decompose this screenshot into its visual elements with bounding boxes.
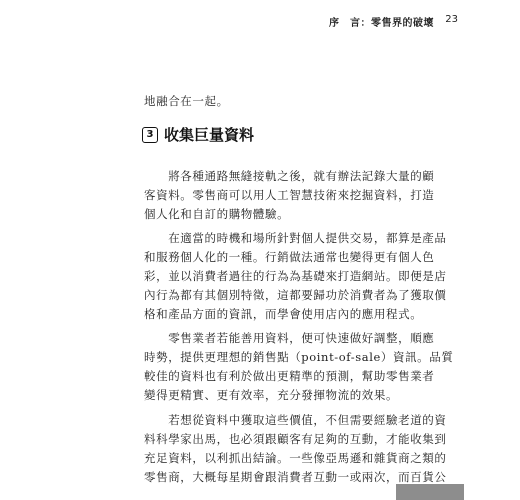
section-title: 收集巨量資料: [164, 126, 255, 144]
body-line: 充足資料，以利抓出結論。一些像亞馬遜和雜貨商之類的: [144, 451, 447, 465]
body-line: 在適當的時機和場所針對個人提供交易，都算是產品: [144, 231, 447, 245]
body-line: 若想從資料中獲取這些價值，不但需要經驗老道的資: [144, 413, 447, 427]
body-line: 變得更精實、更有效率，充分發揮物流的效果。: [144, 388, 399, 402]
body-line: 個人化和自訂的購物體驗。: [144, 207, 290, 221]
body-line: 零售業者若能善用資料，便可快速做好調整，順應: [144, 331, 435, 345]
body-line: 彩，並以消費者過往的行為為基礎來打造網站。即便是店: [144, 269, 447, 283]
body-line: 格和產品方面的資訊，而學會使用店內的應用程式。: [144, 307, 423, 321]
body-line: 和服務個人化的一種。行銷做法通常也變得更有個人色: [144, 250, 435, 264]
body-line: 時勢，提供更理想的銷售點（point-of-sale）資訊。品質: [144, 350, 454, 364]
intro-line: 地融合在一起。: [144, 94, 229, 108]
body-line: 較佳的資料也有利於做出更精準的預測，幫助零售業者: [144, 369, 435, 383]
section-number-icon: 3: [142, 127, 158, 143]
body-line: 料科學家出馬，也必須跟顧客有足夠的互動，才能收集到: [144, 432, 447, 446]
section-heading: [142, 124, 254, 145]
page-edge-tab: [396, 484, 464, 500]
running-head-title: 序 言：零售界的破壞: [329, 18, 434, 29]
body-line: 客資料。零售商可以用人工智慧技術來挖掘資料，打造: [144, 188, 435, 202]
body-line: 內行為都有其個別特徵，這都要歸功於消費者為了獲取價: [144, 288, 447, 302]
body-line: 將各種通路無縫接軌之後，就有辦法記錄大量的顧: [144, 169, 435, 183]
page-number: 23: [445, 14, 458, 25]
body-line: 零售商，大概每星期會跟消費者互動一或兩次，而百貨公: [144, 470, 447, 484]
